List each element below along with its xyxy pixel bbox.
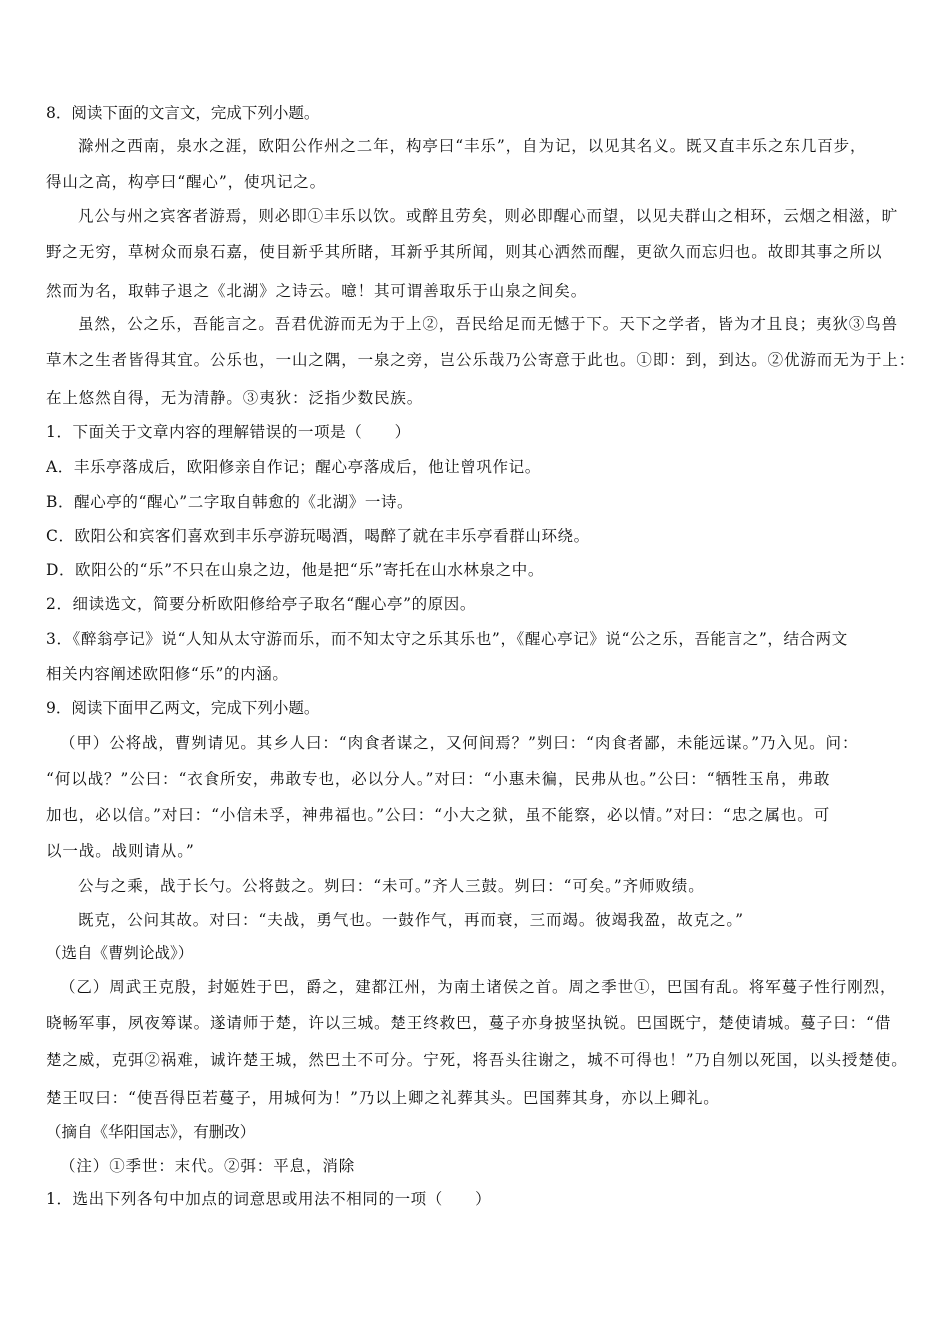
passage-line: 草木之生者皆得其宜。公乐也，一山之隅，一泉之旁，岂公乐哉乃公寄意于此也。①即：到，到达。②优游而无为于上： [46, 351, 916, 369]
jia-line: （甲）公将战，曹刿请见。其乡人曰：“肉食者谋之，又何间焉？”刿曰：“肉食者鄙，未能远谋。”乃入见。问： [60, 734, 859, 752]
option-c: C．欧阳公和宾客们喜欢到丰乐亭游玩喝酒，喝醉了就在丰乐亭看群山环绕。 [46, 527, 590, 545]
passage-line: 在上悠然自得，无为清静。③夷狄：泛指少数民族。 [46, 389, 424, 407]
option-a: A．丰乐亭落成后，欧阳修亲自作记；醒心亭落成后，他让曾巩作记。 [46, 458, 541, 476]
jia-line: 以一战。战则请从。” [46, 842, 195, 860]
note: （注）①季世：末代。②弭：平息，消除 [60, 1157, 356, 1175]
jia-line: “何以战？”公曰：“衣食所安，弗敢专也，必以分人。”对曰：“小惠未徧，民弗从也。”公曰：“牺牲玉帛，弗敢 [46, 770, 831, 788]
q8-sub1-question: 1．下面关于文章内容的理解错误的一项是（ ） [46, 423, 411, 441]
yi-line: （乙）周武王克殷，封姬姓于巴，爵之，建都江州，为南土诸侯之首。周之季世①，巴国有乱。将军蔓子性行刚烈， [60, 978, 897, 996]
yi-source: （摘自《华阳国志》，有删改） [46, 1123, 256, 1141]
jia-line: 既克，公问其故。对曰：“夫战，勇气也。一鼓作气，再而衰，三而竭。彼竭我盈，故克之。” [78, 911, 744, 929]
passage-line: 凡公与州之宾客者游焉，则必即①丰乐以饮。或醉且劳矣，则必即醒心而望，以见夫群山之相环，云烟之相滋，旷 [78, 207, 899, 225]
jia-source: （选自《曹刿论战》） [46, 944, 194, 962]
q9-sub1-question: 1．选出下列各句中加点的词意思或用法不相同的一项（ ） [46, 1190, 492, 1208]
question-8-title: 8．阅读下面的文言文，完成下列小题。 [46, 104, 320, 122]
question-9-title: 9．阅读下面甲乙两文，完成下列小题。 [46, 699, 320, 717]
jia-line: 公与之乘，战于长勺。公将鼓之。刿曰：“未可。”齐人三鼓。刿曰：“可矣。”齐师败绩。 [78, 877, 705, 895]
yi-line: 晓畅军事，夙夜筹谋。遂请师于楚，许以三城。楚王终救巴，蔓子亦身披坚执锐。巴国既宁，楚使请城。蔓子曰：“借 [46, 1014, 892, 1032]
passage-line: 得山之高，构亭曰“醒心”，使巩记之。 [46, 173, 327, 191]
q8-sub2: 2．细读选文，简要分析欧阳修给亭子取名“醒心亭”的原因。 [46, 595, 477, 613]
passage-line: 滁州之西南，泉水之涯，欧阳公作州之二年，构亭曰“丰乐”，自为记，以见其名义。既又直丰乐之东几百步， [78, 137, 867, 155]
q8-sub3-line: 相关内容阐述欧阳修“乐”的内涵。 [46, 665, 289, 683]
yi-line: 楚王叹曰：“使吾得臣若蔓子，用城何为！”乃以上卿之礼葬其头。巴国葬其身，亦以上卿礼。 [46, 1089, 720, 1107]
q8-sub3-line: 3．《醉翁亭记》说“人知从太守游而乐，而不知太守之乐其乐也”，《醒心亭记》说“公之乐，吾能言之”，结合两文 [46, 630, 848, 648]
option-d: D．欧阳公的“乐”不只在山泉之边，他是把“乐”寄托在山水林泉之中。 [46, 561, 544, 579]
passage-line: 虽然，公之乐，吾能言之。吾君优游而无为于上②，吾民给足而无憾于下。天下之学者，皆为才且良；夷狄③鸟兽 [78, 315, 899, 333]
jia-line: 加也，必以信。”对曰：“小信未孚，神弗福也。”公曰：“小大之狱，虽不能察，必以情。”对曰：“忠之属也。可 [46, 806, 831, 824]
passage-line: 野之无穷，草树众而泉石嘉，使目新乎其所睹，耳新乎其所闻，则其心洒然而醒，更欲久而忘归也。故即其事之所以 [46, 243, 883, 261]
yi-line: 楚之威，克弭②祸难，诚许楚王城，然巴土不可分。宁死，将吾头往谢之，城不可得也！”乃自刎以死国，以头授楚使。 [46, 1051, 908, 1069]
passage-line: 然而为名，取韩子退之《北湖》之诗云。噫！其可谓善取乐于山泉之间矣。 [46, 282, 588, 300]
option-b: B．醒心亭的“醒心”二字取自韩愈的《北湖》一诗。 [46, 493, 414, 511]
